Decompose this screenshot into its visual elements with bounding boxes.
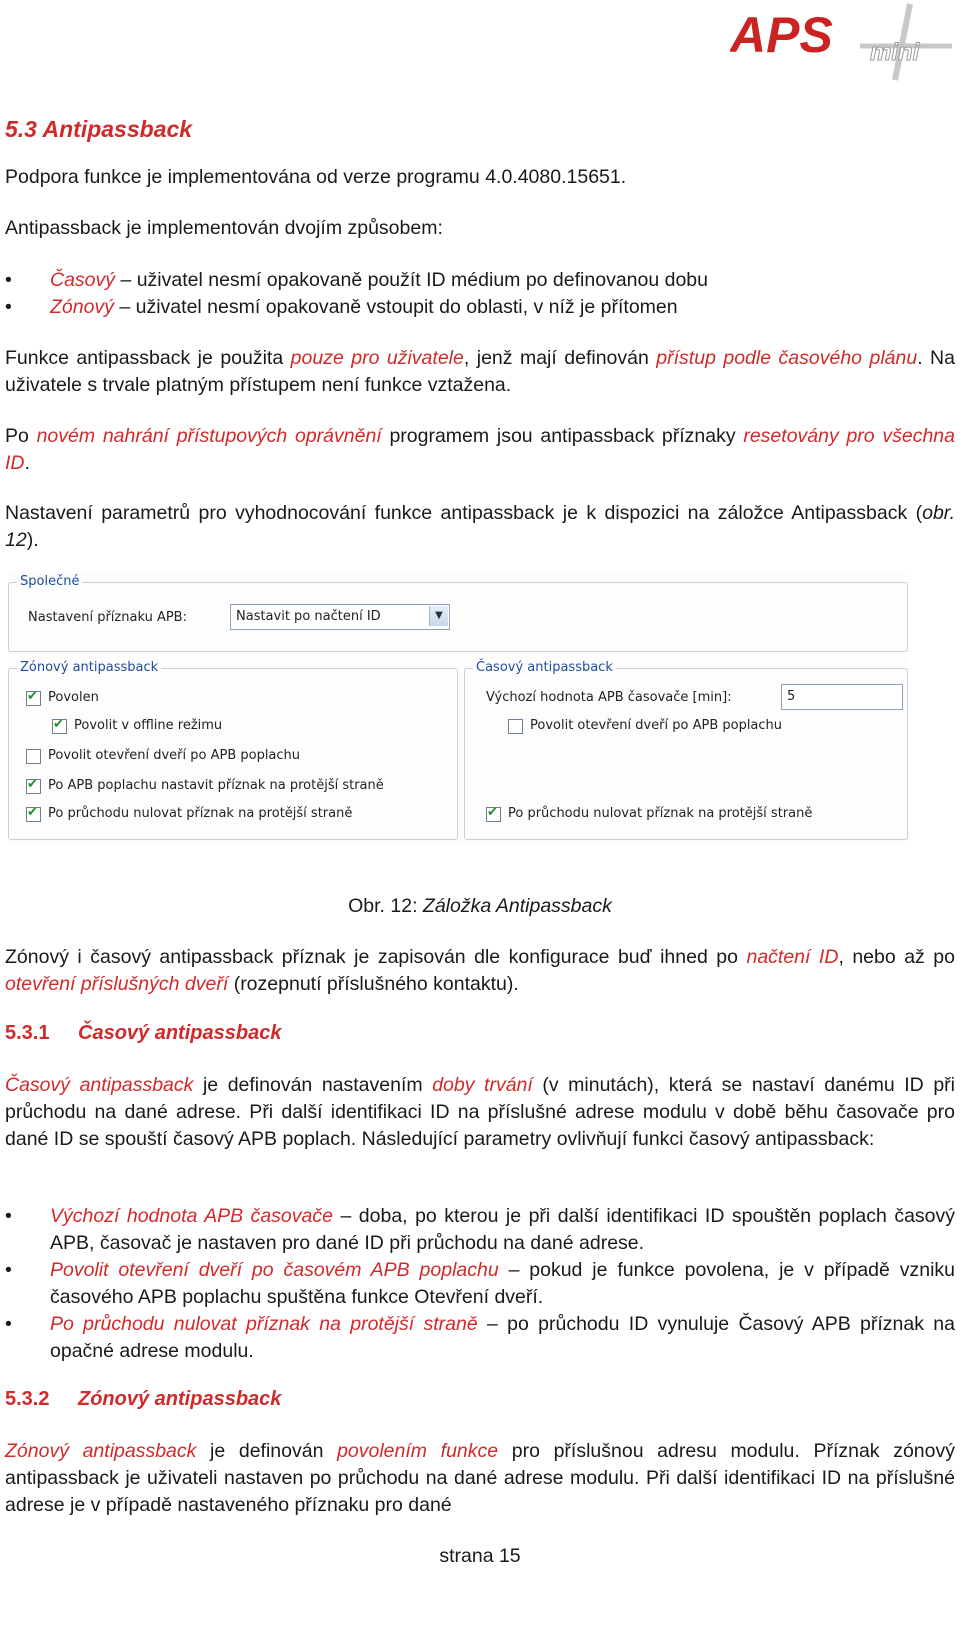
subsection-heading: 5.3.2 Zónový antipassback (5, 1388, 282, 1410)
apb-flag-value: Nastavit po načtení ID (236, 609, 381, 624)
apb-flag-select[interactable] (230, 604, 450, 630)
checkbox[interactable] (26, 691, 41, 706)
apb-flag-label: Nastavení příznaku APB: (28, 610, 187, 625)
checkbox[interactable] (26, 779, 41, 794)
zone-option-reset-flag[interactable]: ✔ Po průchodu nulovat příznak na protější straně (26, 806, 352, 821)
paragraph-zone-apb: Zónový antipassback je definován povolením funkce pro příslušnou adresu modulu. Příznak zónový antipassback je uživateli nastaven po průchodu na dané adrese modulu. Při další identifikaci ID na příslušné adrese je v případě nastaveného příznaku pro dané (5, 1440, 955, 1516)
page-number: strana 15 (439, 1545, 521, 1567)
paragraph-time-apb: Časový antipassback je definován nastavením doby trvání (v minutách), která se nastaví danému ID při průchodu na dané adrese. Při další identifikaci ID na příslušné adrese modulu v době běhu časovače pro dané ID se spouští časový APB poplach. Následující parametry ovlivňují funkci časový antipassback: (5, 1074, 955, 1150)
paragraph-usage: Funkce antipassback je použita pouze pro uživatele, jenž mají definován přístup podle časového plánu. Na uživatele s trvale platným přístupem není funkce vztažena. (5, 347, 955, 396)
checkbox[interactable] (26, 749, 41, 764)
checkbox[interactable] (486, 807, 501, 822)
time-option-reset-flag[interactable]: ✔ Po průchodu nulovat příznak na protější straně (486, 806, 812, 821)
zone-option-offline[interactable]: ✔ Povolit v offline režimu (52, 718, 222, 733)
figure-caption: Obr. 12: Záložka Antipassback (348, 895, 612, 917)
aps-mini-logo (730, 2, 955, 82)
paragraph-reset: Po novém nahrání přístupových oprávnění programem jsou antipassback příznaky resetovány pro všechna ID. (5, 425, 955, 474)
antipassback-settings-panel (8, 572, 908, 844)
timer-input[interactable]: 5 (781, 684, 903, 710)
paragraph-settings: Nastavení parametrů pro vyhodnocování funkce antipassback je k dispozici na záložce Antipassback (obr. 12). (5, 502, 955, 551)
paragraph-version: Podpora funkce je implementována od verze programu 4.0.4080.15651. (5, 166, 627, 188)
zone-group-title: Zónový antipassback (17, 660, 161, 675)
zone-option-open-door[interactable]: Povolit otevření dveří po APB poplachu (26, 748, 300, 763)
paragraph-flag: Zónový i časový antipassback příznak je zapisován dle konfigurace buď ihned po načtení ID, nebo až po otevření příslušných dveří (rozepnutí příslušného kontaktu). (5, 946, 955, 995)
svg-text:APS: APS (730, 7, 833, 63)
zone-option-enabled[interactable]: ✔ Povolen (26, 690, 99, 705)
checkbox[interactable] (52, 719, 67, 734)
common-group-title: Společné (17, 574, 82, 589)
timer-label: Výchozí hodnota APB časovače [min]: (486, 690, 732, 705)
time-option-open-door[interactable]: Povolit otevření dveří po APB poplachu (508, 718, 782, 733)
paragraph-intro: Antipassback je implementován dvojím způsobem: (5, 217, 443, 239)
section-heading: 5.3 Antipassback (5, 116, 193, 142)
subsection-heading: 5.3.1 Časový antipassback (5, 1022, 282, 1044)
zone-option-set-flag[interactable]: ✔ Po APB poplachu nastavit příznak na protější straně (26, 778, 384, 793)
checkbox[interactable] (26, 807, 41, 822)
chevron-down-icon[interactable]: ▼ (429, 606, 448, 626)
svg-text:mini: mini (870, 39, 920, 66)
time-group-title: Časový antipassback (473, 660, 616, 675)
checkbox[interactable] (508, 719, 523, 734)
